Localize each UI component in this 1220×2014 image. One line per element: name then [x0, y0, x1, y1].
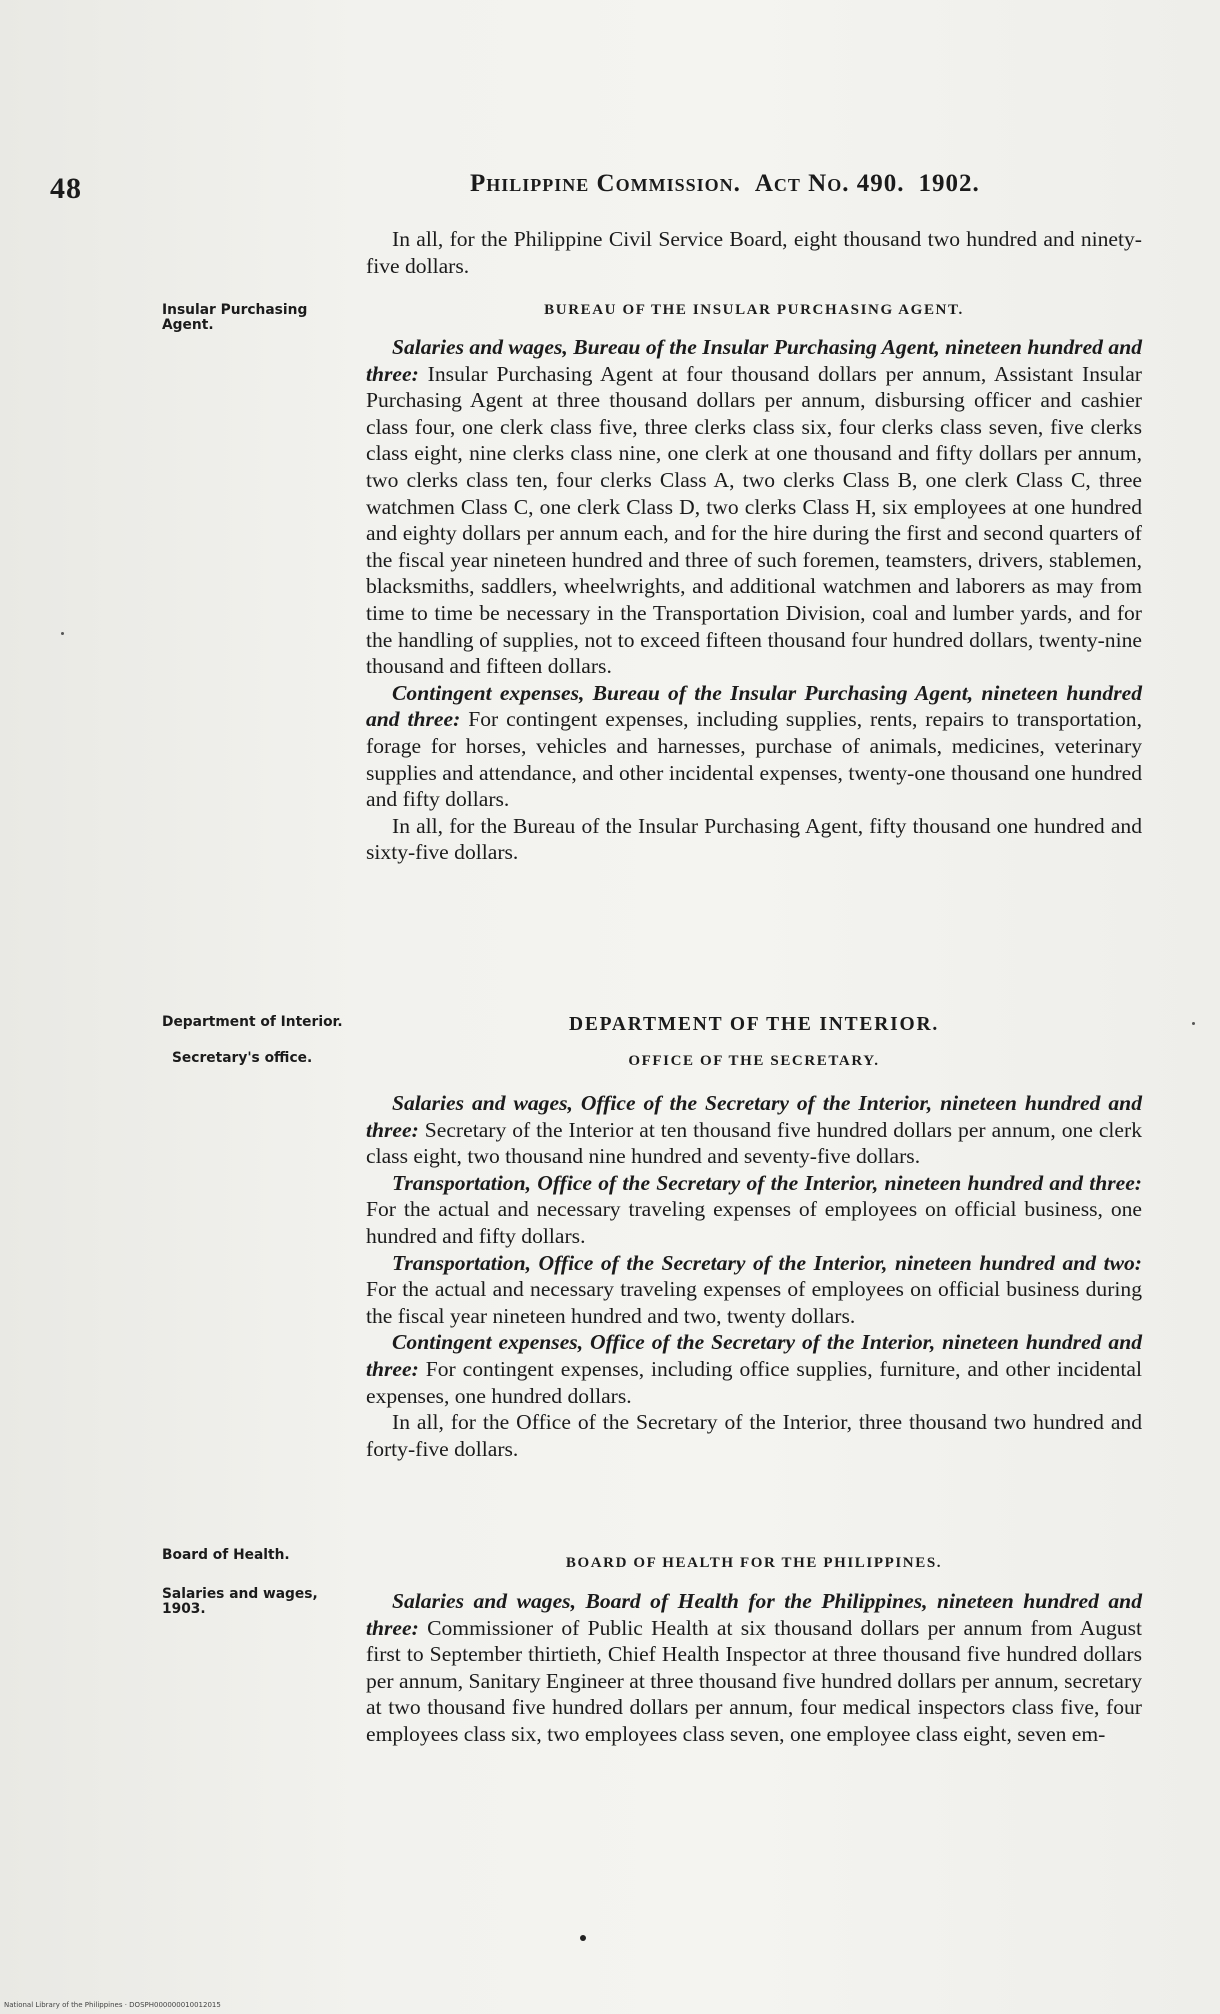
running-head-title: Philippine Commission. [470, 170, 741, 197]
bureau-contingent-text: For contingent expenses, including supplies, rents, repairs to transportation, forage for horses, vehicles and harnesses, purchase of animals, medicines, veterinary supplies and attendance, and other incidental expenses, twenty-one thousand one hundred and fifty dollars. [366, 707, 1143, 812]
sec-total: In all, for the Office of the Secretary of the Interior, three thousand two hundred and forty-five dollars. [366, 1410, 1142, 1461]
margin-note-board-of-health: Board of Health. [162, 1547, 290, 1563]
footer-credit: National Library of the Philippines · DOSPH000000010012015 [4, 2001, 221, 2009]
bureau-salaries-title: Salaries and wages, Bureau of the Insular Purchasing Agent, nineteen hundred and three: [366, 335, 1142, 386]
health-salaries-paragraph [366, 1588, 1142, 1748]
running-head-year: 1902. [918, 170, 980, 197]
civil-service-total: In all, for the Philippine Civil Service Board, eight thousand two hundred and ninety-five dollars. [366, 227, 1142, 278]
civil-service-total-block [366, 226, 1142, 279]
interior-heading: DEPARTMENT OF THE INTERIOR. [568, 1014, 940, 1035]
health-block [366, 1588, 1142, 1748]
running-head-act: Act No. 490. [754, 170, 905, 197]
sec-salaries-text: Secretary of the Interior at ten thousand five hundred dollars per annum, one clerk class eight, two thousand nine hundred and seventy-five dollars. [366, 1117, 1142, 1169]
health-salaries-title: Salaries and wages, Board of Health for the Philippines, nineteen hundred and three: [366, 1589, 1142, 1640]
sec-transport-1902-paragraph [366, 1250, 1142, 1330]
scan-speck [61, 632, 64, 635]
bureau-salaries-text: Insular Purchasing Agent at four thousand dollars per annum, Assistant Insular Purchasing Agent at three thousand dollars per annum, disbursing officer and cashier class four, one clerk class five, three clerks class six, four clerks class seven, five clerks class eight, nine clerks class nine, one clerk at one thousand and fifty dollars per annum, two clerks class ten, four clerks Class A, two clerks Class B, one clerk Class C, three watchmen Class C, one clerk Class D, two clerks Class H, six employees at one hundred and eighty dollars per annum each, and for the hire during the first and second quarters of the fiscal year nineteen hundred and three of such foremen, teamsters, drivers, stablemen, blacksmiths, saddlers, wheelwrights, and additional watchmen and laborers as may from time to time be necessary in the Transportation Division, coal and lumber yards, and for the handling of supplies, not to exceed fifteen thousand four hundred dollars, twenty-nine thousand and fifteen dollars. [366, 361, 1142, 679]
secretary-block [366, 1090, 1142, 1462]
margin-note-department-interior: Department of Interior. [162, 1014, 343, 1030]
bureau-salaries-paragraph [366, 334, 1142, 680]
health-salaries-text: Commissioner of Public Health at six thousand dollars per annum from August first to September thirtieth, Chief Health Inspector at three thousand five hundred dollars per annum, Sanitary Engineer at three thousand five hundred dollars per annum, secretary at two thousand five hundred dollars per annum, four medical inspectors class five, four employees class six, two employees class seven, one employee class eight, seven em- [366, 1615, 1142, 1746]
margin-note-secretary-office: Secretary's office. [172, 1050, 313, 1066]
sec-transport-1902-title: Transportation, Office of the Secretary of the Interior, nineteen hundred and two: [392, 1250, 1142, 1275]
sec-transport-1903-title: Transportation, Office of the Secretary of the Interior, nineteen hundred and three: [392, 1170, 1142, 1195]
sec-salaries-title: Salaries and wages, Office of the Secretary of the Interior, nineteen hundred and three: [366, 1091, 1142, 1142]
sec-transport-1903-text: For the actual and necessary traveling expenses of employees on official business, one hundred and fifty dollars. [366, 1197, 1142, 1248]
bureau-heading: BUREAU OF THE INSULAR PURCHASING AGENT. [544, 302, 964, 318]
sec-contingent-title: Contingent expenses, Office of the Secretary of the Interior, nineteen hundred and three: [366, 1330, 1142, 1381]
bureau-block [366, 334, 1142, 866]
margin-note-insular-purchasing: Insular Purchasing Agent. [162, 302, 308, 333]
scan-speck [1192, 1022, 1195, 1025]
secretary-heading: OFFICE OF THE SECRETARY. [628, 1053, 880, 1069]
margin-note-salaries-1903: Salaries and wages, 1903. [162, 1586, 318, 1617]
sec-salaries-paragraph [366, 1090, 1142, 1170]
health-heading: BOARD OF HEALTH FOR THE PHILIPPINES. [565, 1555, 943, 1571]
running-head [470, 170, 980, 198]
bureau-contingent-paragraph [366, 680, 1142, 813]
sec-transport-1903-paragraph [366, 1170, 1142, 1250]
sec-contingent-text: For contingent expenses, including office supplies, furniture, and other incidental expenses, one hundred dollars. [366, 1356, 1142, 1408]
bureau-total: In all, for the Bureau of the Insular Purchasing Agent, fifty thousand one hundred and sixty-five dollars. [366, 813, 1142, 865]
page-number: 48 [50, 172, 82, 205]
scan-dot [580, 1935, 586, 1941]
sec-contingent-paragraph [366, 1329, 1142, 1409]
bureau-contingent-title: Contingent expenses, Bureau of the Insular Purchasing Agent, nineteen hundred and three: [366, 680, 1142, 732]
sec-transport-1902-text: For the actual and necessary traveling expenses of employees on official business during the fiscal year nineteen hundred and two, twenty dollars. [366, 1277, 1142, 1328]
